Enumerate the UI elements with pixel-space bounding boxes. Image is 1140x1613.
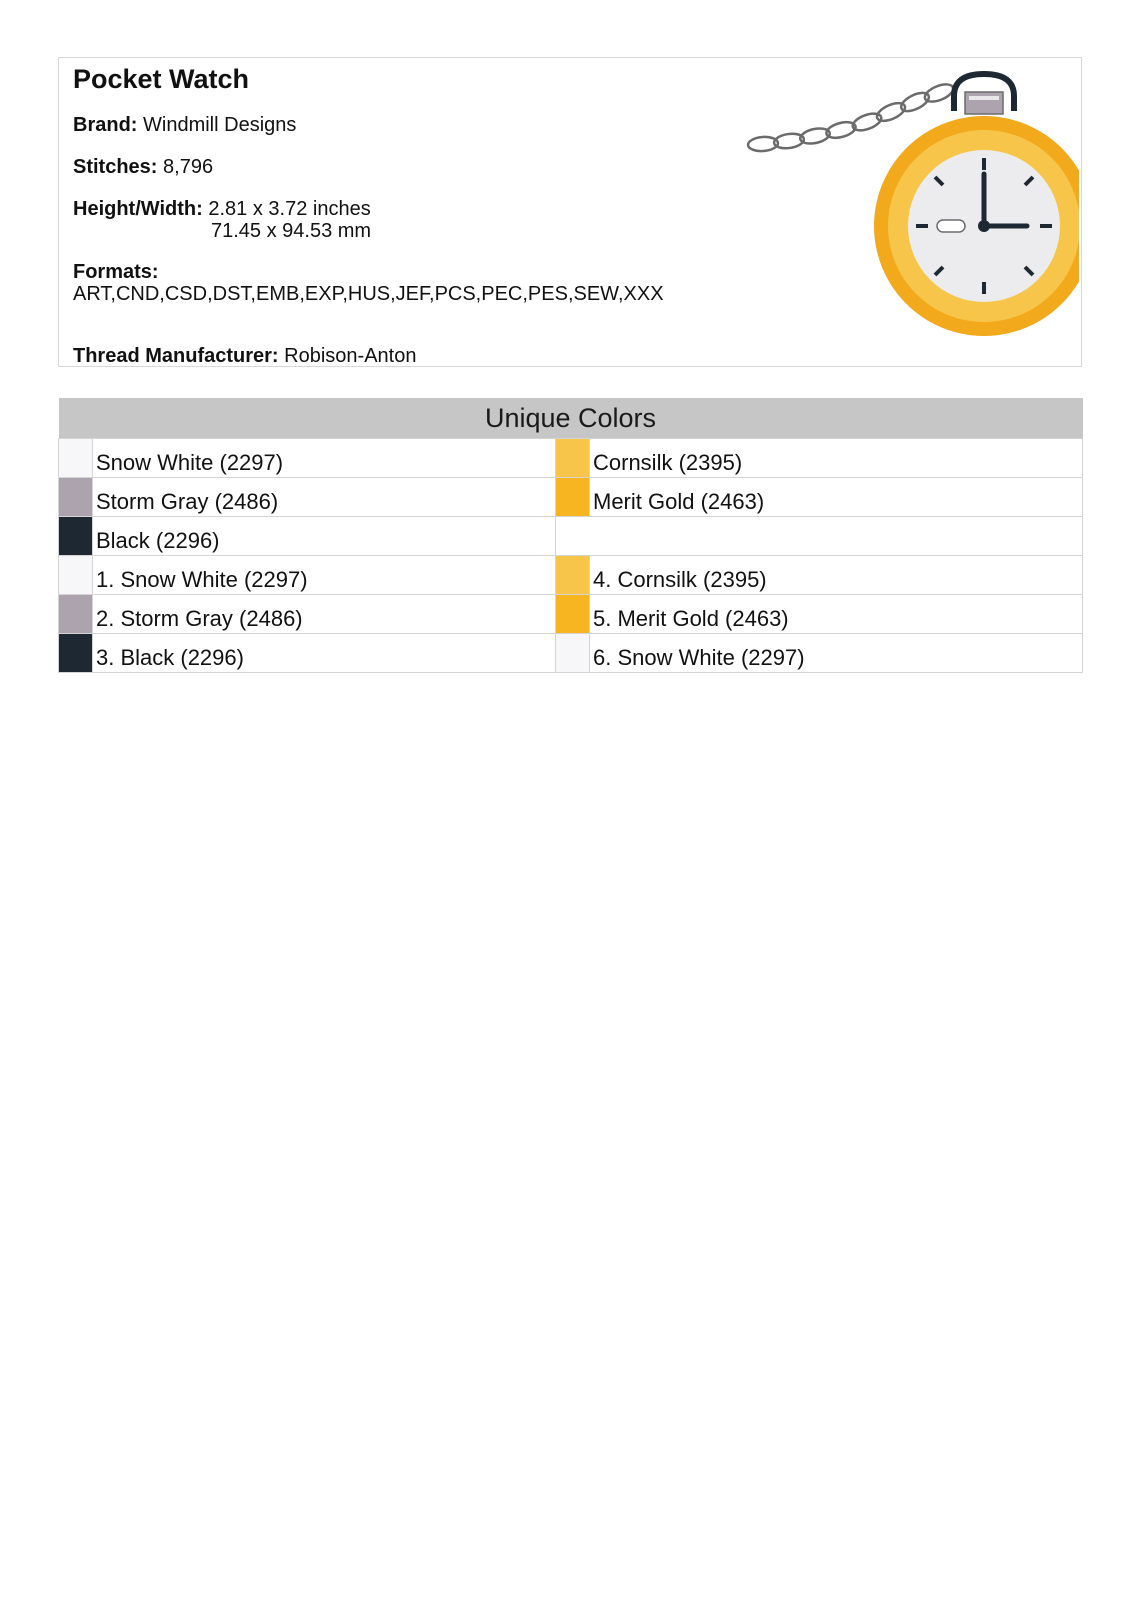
color-swatch (556, 556, 590, 595)
height-width-field (73, 198, 371, 220)
color-swatch (59, 634, 93, 673)
stitches-value: 8,796 (163, 156, 214, 178)
color-row (59, 595, 1083, 634)
design-info-panel (58, 57, 1082, 367)
color-label: 2. Storm Gray (2486) (93, 595, 556, 634)
color-swatch (59, 517, 93, 556)
thread-manufacturer-value: Robison-Anton (284, 345, 417, 367)
brand-field (73, 114, 296, 136)
color-label: 5. Merit Gold (2463) (590, 595, 1083, 634)
color-row (59, 556, 1083, 595)
color-label: Storm Gray (2486) (93, 478, 556, 517)
color-swatch (556, 595, 590, 634)
color-label: Cornsilk (2395) (590, 439, 1083, 478)
color-row (59, 517, 1083, 556)
color-swatch (59, 439, 93, 478)
color-swatch (556, 439, 590, 478)
formats-field (73, 261, 683, 305)
colors-table-body (59, 439, 1083, 673)
brand-value: Windmill Designs (143, 114, 297, 136)
hand-pivot (978, 220, 990, 232)
brand-label: Brand: (73, 114, 138, 136)
color-swatch (59, 556, 93, 595)
color-label: Snow White (2297) (93, 439, 556, 478)
stitches-field (73, 156, 213, 178)
date-window (937, 220, 965, 232)
color-label: 1. Snow White (2297) (93, 556, 556, 595)
color-swatch (59, 595, 93, 634)
thread-manufacturer-label: Thread Manufacturer: (73, 345, 279, 367)
watch-bow (954, 74, 1014, 114)
color-swatch (556, 634, 590, 673)
unique-colors-heading: Unique Colors (59, 398, 1083, 439)
pocket-watch-image (709, 66, 1079, 358)
color-swatch (59, 478, 93, 517)
color-label: Merit Gold (2463) (590, 478, 1083, 517)
color-row (59, 478, 1083, 517)
design-title: Pocket Watch (73, 64, 250, 94)
height-width-inches: 2.81 x 3.72 inches (208, 198, 371, 220)
formats-value: ART,CND,CSD,DST,EMB,EXP,HUS,JEF,PCS,PEC,PES,SEW,XXX (73, 283, 664, 305)
stitches-label: Stitches: (73, 156, 158, 178)
color-row (59, 634, 1083, 673)
color-label: 4. Cornsilk (2395) (590, 556, 1083, 595)
thread-manufacturer-field (73, 345, 416, 367)
formats-label: Formats: (73, 261, 159, 283)
height-width-label: Height/Width: (73, 198, 203, 220)
empty-cell (556, 517, 1083, 556)
color-label: 3. Black (2296) (93, 634, 556, 673)
color-swatch (556, 478, 590, 517)
unique-colors-table (58, 398, 1083, 673)
color-label: 6. Snow White (2297) (590, 634, 1083, 673)
color-row (59, 439, 1083, 478)
color-label: Black (2296) (93, 517, 556, 556)
height-width-mm: 71.45 x 94.53 mm (211, 220, 372, 242)
